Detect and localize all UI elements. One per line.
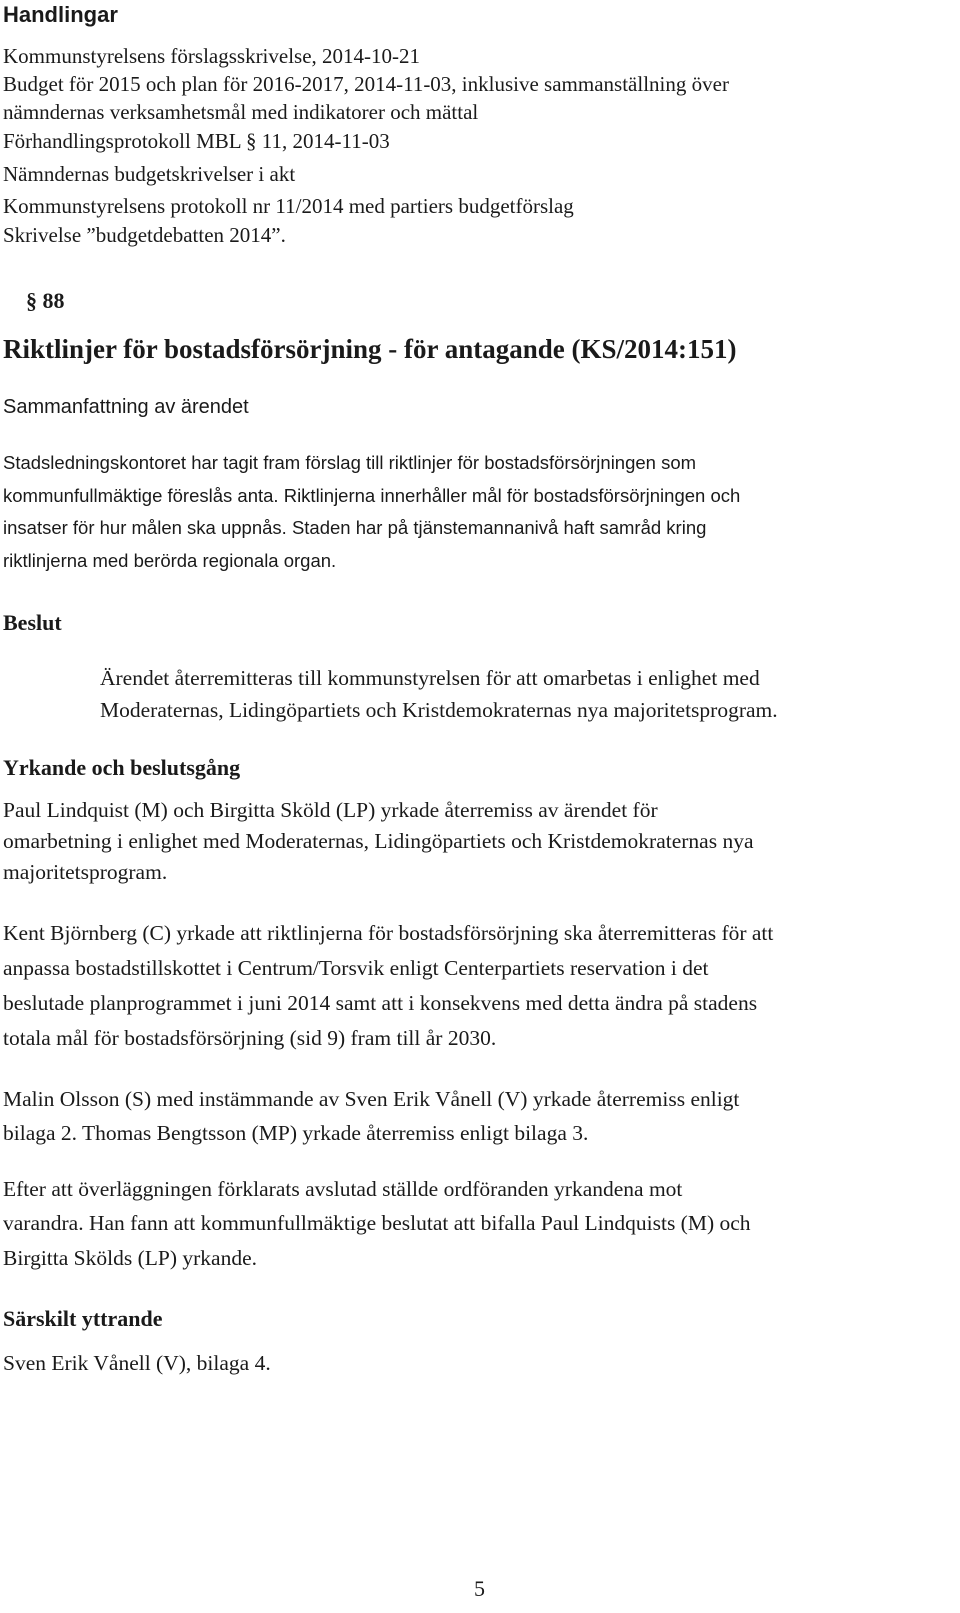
yrkande-heading: Yrkande och beslutsgång: [3, 755, 241, 780]
paragraph-title: Riktlinjer för bostadsförsörjning - för antagande (KS/2014:151): [3, 334, 737, 364]
handling-item: Skrivelse ”budgetdebatten 2014”.: [3, 223, 286, 247]
yrkande-p2-line: Kent Björnberg (C) yrkade att riktlinjerna för bostadsförsörjning ska återremitteras för att: [3, 921, 774, 945]
handlingar-heading: Handlingar: [3, 2, 118, 27]
summary-line: kommunfullmäktige föreslås anta. Riktlinjerna innerhåller mål för bostadsförsörjningen och: [3, 485, 741, 506]
yrkande-p1-line: omarbetning i enlighet med Moderaternas, Lidingöpartiets och Kristdemokraternas nya: [3, 829, 754, 853]
summary-line: Stadsledningskontoret har tagit fram förslag till riktlinjer för bostadsförsörjningen som: [3, 452, 697, 473]
handling-item: Nämndernas budgetskrivelser i akt: [3, 162, 296, 186]
yrkande-p4-line: varandra. Han fann att kommunfullmäktige beslutat att bifalla Paul Lindquists (M) och: [3, 1211, 751, 1235]
yrkande-p2-line: anpassa bostadstillskottet i Centrum/Torsvik enligt Centerpartiets reservation i det: [3, 956, 709, 980]
sarskilt-text: Sven Erik Vånell (V), bilaga 4.: [3, 1351, 271, 1375]
paragraph-number: § 88: [26, 288, 65, 313]
handling-item: Kommunstyrelsens protokoll nr 11/2014 med partiers budgetförslag: [3, 194, 574, 218]
yrkande-p4-line: Efter att överläggningen förklarats avslutad ställde ordföranden yrkandena mot: [3, 1177, 683, 1201]
handling-item: Kommunstyrelsens förslagsskrivelse, 2014-10-21: [3, 44, 421, 68]
yrkande-p3-line: Malin Olsson (S) med instämmande av Sven Erik Vånell (V) yrkade återremiss enligt: [3, 1087, 740, 1111]
page-number: 5: [474, 1576, 485, 1601]
yrkande-p1-line: majoritetsprogram.: [3, 860, 168, 884]
beslut-line: Ärendet återremitteras till kommunstyrelsen för att omarbetas i enlighet med: [100, 666, 760, 690]
yrkande-p3-line: bilaga 2. Thomas Bengtsson (MP) yrkade återremiss enligt bilaga 3.: [3, 1121, 589, 1145]
handling-item: Förhandlingsprotokoll MBL § 11, 2014-11-03: [3, 129, 390, 153]
yrkande-p2-line: totala mål för bostadsförsörjning (sid 9) fram till år 2030.: [3, 1026, 497, 1050]
handling-item: Budget för 2015 och plan för 2016-2017, 2014-11-03, inklusive sammanställning över: [3, 72, 729, 96]
beslut-line: Moderaternas, Lidingöpartiets och Kristdemokraternas nya majoritetsprogram.: [100, 698, 778, 722]
yrkande-p2-line: beslutade planprogrammet i juni 2014 samt att i konsekvens med detta ändra på stadens: [3, 991, 758, 1015]
summary-heading: Sammanfattning av ärendet: [3, 396, 249, 418]
beslut-heading: Beslut: [3, 610, 62, 635]
summary-line: riktlinjerna med berörda regionala organ.: [3, 550, 337, 571]
summary-line: insatser för hur målen ska uppnås. Staden har på tjänstemannanivå haft samråd kring: [3, 517, 707, 538]
yrkande-p4-line: Birgitta Skölds (LP) yrkande.: [3, 1246, 258, 1270]
yrkande-p1-line: Paul Lindquist (M) och Birgitta Sköld (LP) yrkade återremiss av ärendet för: [3, 798, 658, 822]
sarskilt-heading: Särskilt yttrande: [3, 1306, 163, 1331]
handling-item: nämndernas verksamhetsmål med indikatorer och mättal: [3, 100, 479, 124]
